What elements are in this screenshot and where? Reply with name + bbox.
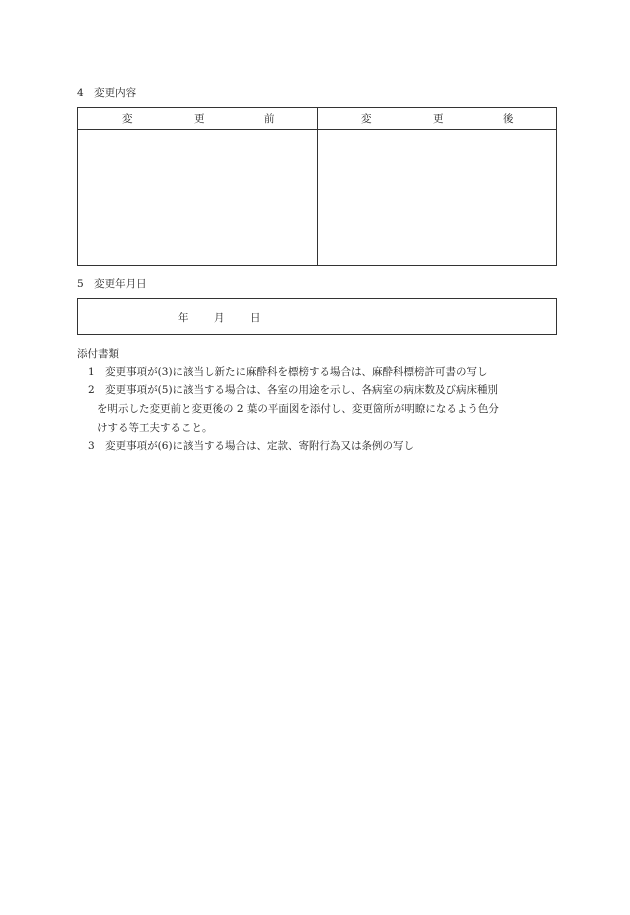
section4-heading: 4 変更内容: [77, 87, 137, 99]
before-header-char-3: 前: [264, 113, 275, 125]
section5-heading: 5 変更年月日: [77, 278, 147, 290]
before-content-cell[interactable]: [78, 130, 317, 265]
after-header-char-1: 変: [361, 113, 372, 125]
after-header-char-3: 後: [503, 113, 514, 125]
change-content-table: [77, 107, 557, 266]
date-month-label: 月: [214, 312, 225, 324]
attachment-item-2-cont-1: を明示した変更前と変更後の 2 葉の平面図を添付し、変更箇所が明瞭になるよう色分: [97, 403, 499, 415]
after-header: [317, 108, 556, 130]
before-header-char-1: 変: [122, 113, 133, 125]
change-date-box[interactable]: [77, 298, 557, 335]
attachments-heading: 添付書類: [77, 348, 119, 360]
attachment-item-1: 1 変更事項が(3)に該当し新たに麻酔科を標榜する場合は、麻酔科標榜許可書の写し: [88, 366, 488, 378]
date-day-label: 日: [250, 312, 261, 324]
attachment-item-2-cont-2: けする等工夫すること。: [97, 422, 213, 434]
before-header-char-2: 更: [194, 113, 205, 125]
before-header: [78, 108, 317, 130]
attachment-item-2: 2 変更事項が(5)に該当する場合は、各室の用途を示し、各病室の病床数及び病床種別: [88, 384, 499, 396]
after-content-cell[interactable]: [318, 130, 556, 265]
date-year-label: 年: [178, 312, 189, 324]
after-header-char-2: 更: [433, 113, 444, 125]
attachment-item-3: 3 変更事項が(6)に該当する場合は、定款、寄附行為又は条例の写し: [88, 440, 415, 452]
